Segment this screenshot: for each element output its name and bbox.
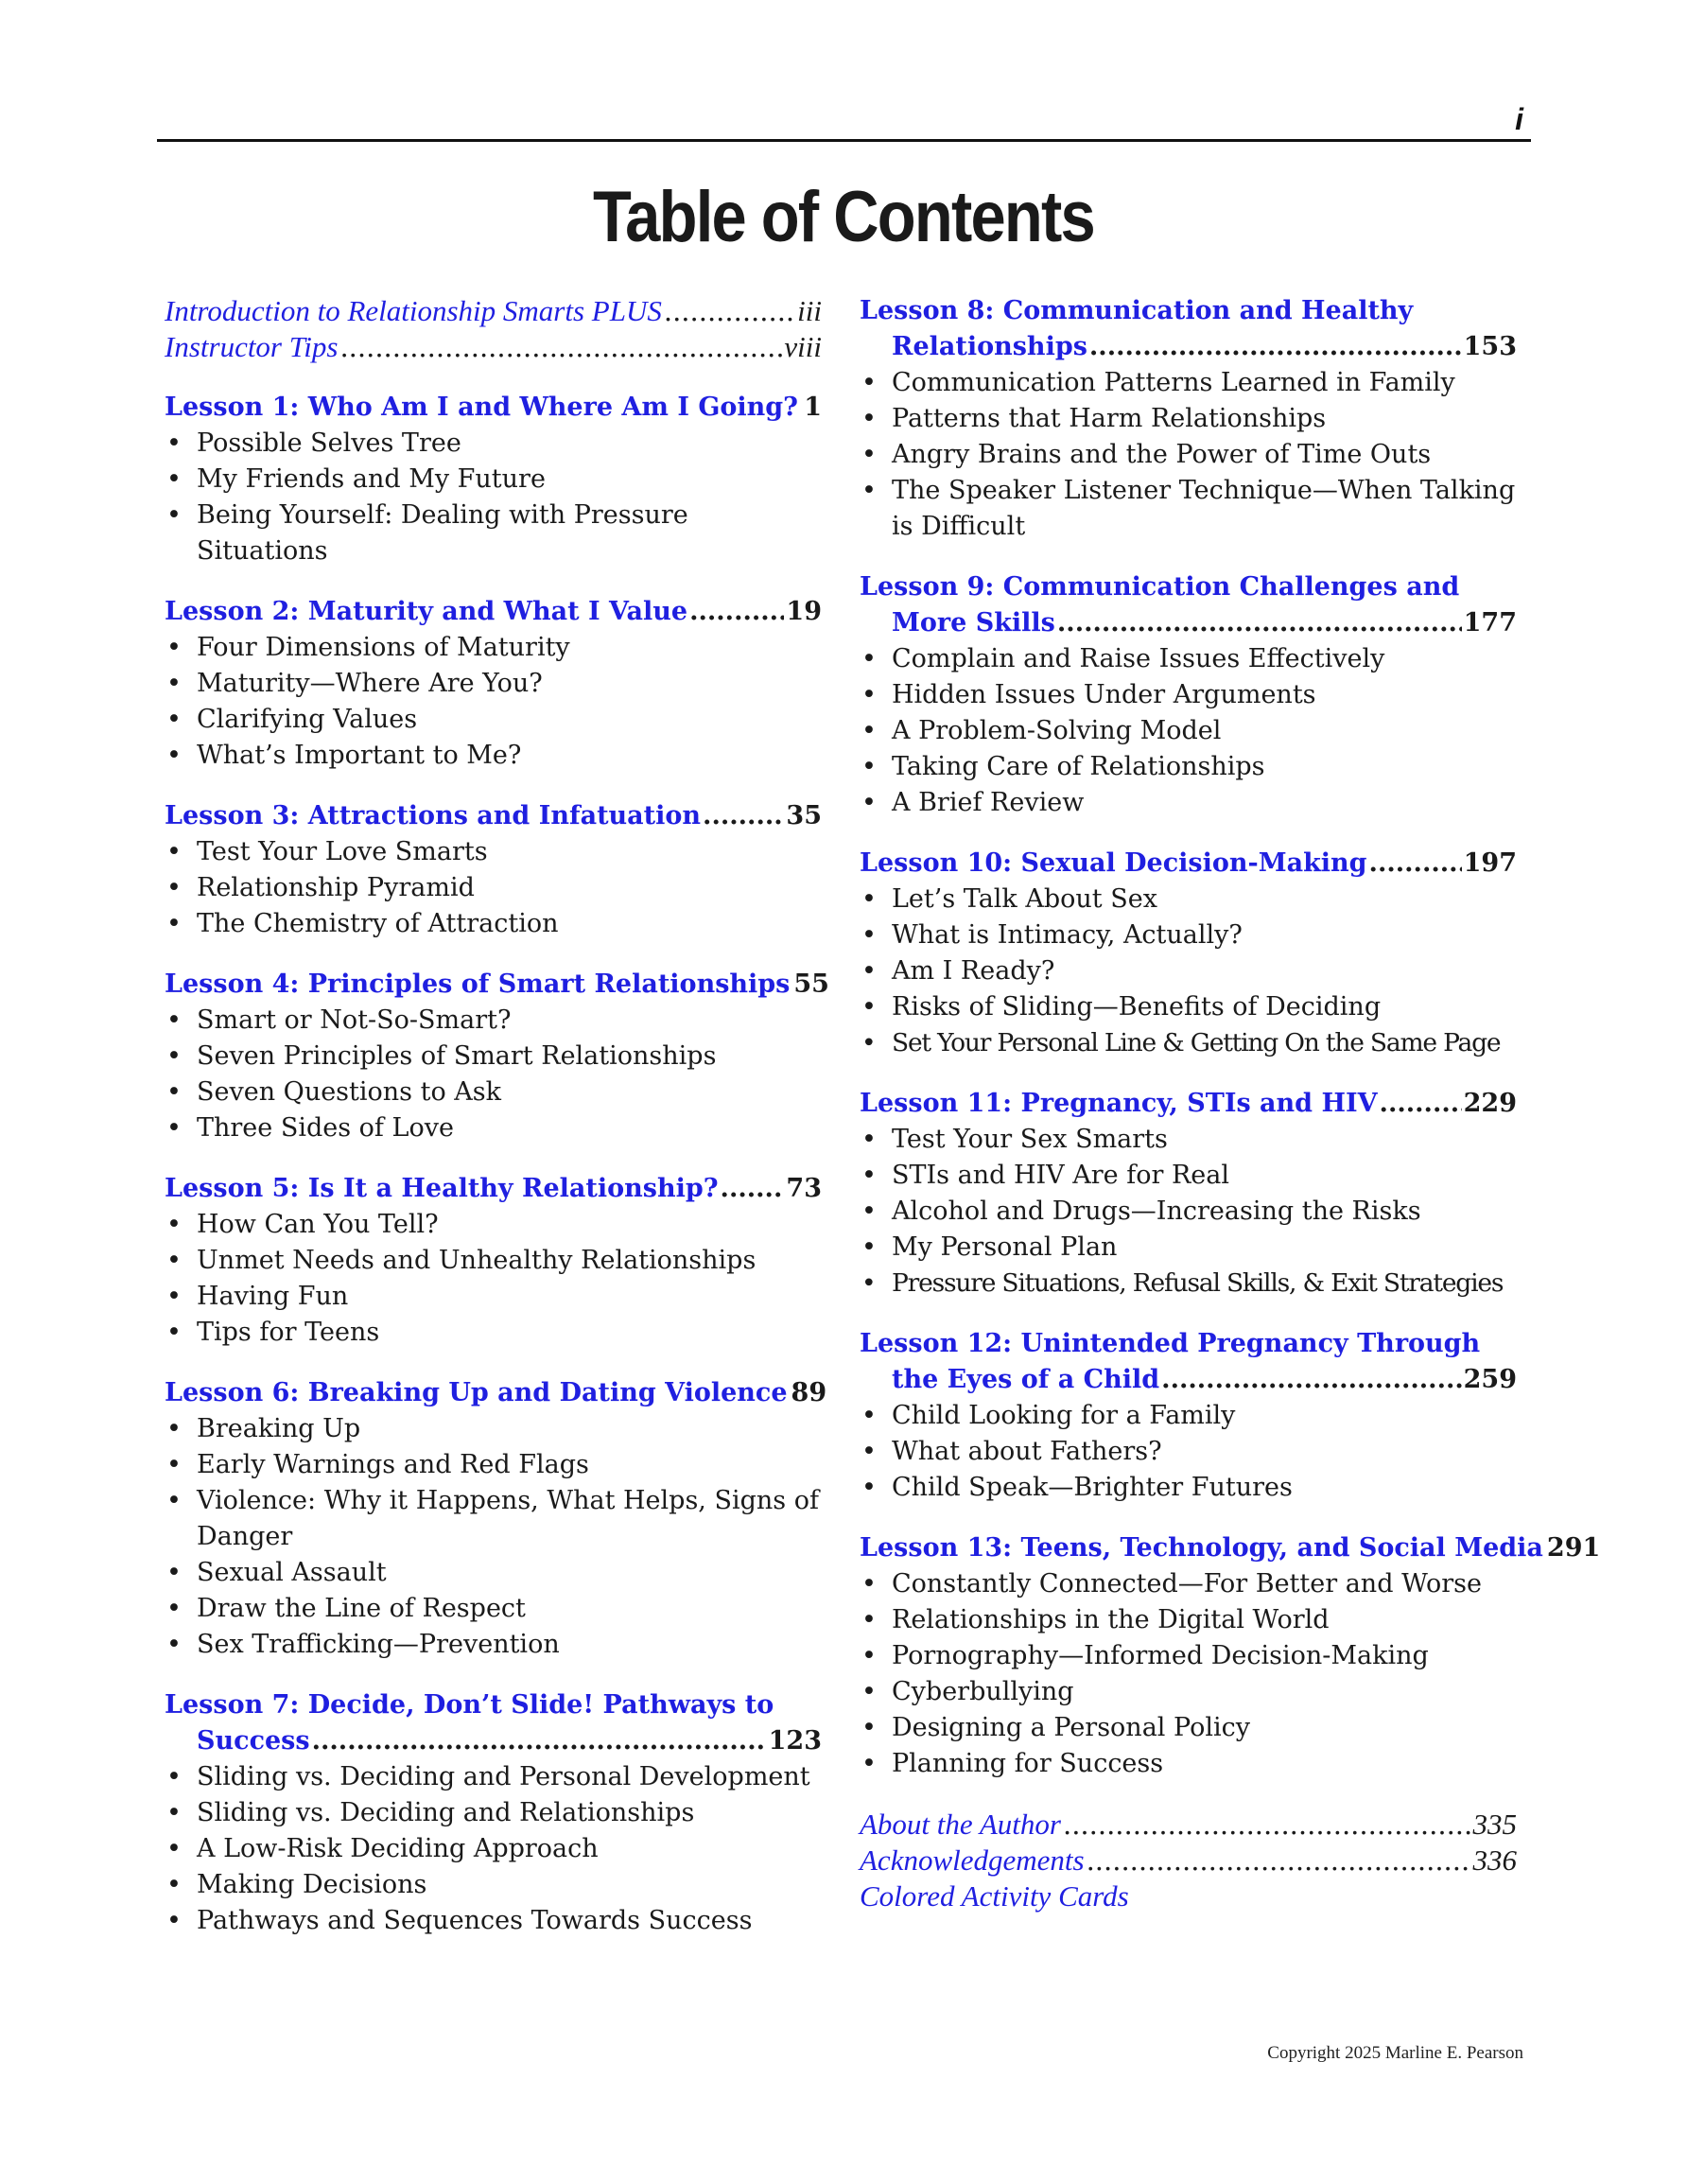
topic-item: • A Problem-Solving Model xyxy=(860,713,1517,749)
toc-entry-label[interactable]: Instructor Tips xyxy=(165,330,339,363)
topic-item: • Set Your Personal Line & Getting On the Same Page xyxy=(860,1025,1517,1061)
topic-item: • Early Warnings and Red Flags xyxy=(165,1447,822,1483)
leader-dots xyxy=(689,594,784,630)
lesson-topics xyxy=(165,1411,822,1663)
topic-item: • Constantly Connected—For Better and Worse xyxy=(860,1566,1517,1602)
topic-item: • Sliding vs. Deciding and Relationships xyxy=(165,1795,822,1831)
topic-item: • Test Your Sex Smarts xyxy=(860,1122,1517,1158)
topic-item: • Sliding vs. Deciding and Personal Development xyxy=(165,1759,822,1795)
lesson-topics xyxy=(860,1398,1517,1506)
toc-entry-page: iii xyxy=(797,294,822,327)
lesson-3 xyxy=(165,798,822,942)
lesson-topics xyxy=(165,426,822,569)
topic-item: • Pressure Situations, Refusal Skills, & Exit Strategies xyxy=(860,1266,1517,1302)
lesson-6 xyxy=(165,1375,827,1663)
topic-item: • Relationships in the Digital World xyxy=(860,1602,1517,1638)
lesson-title-line1[interactable]: Lesson 12: Unintended Pregnancy Through xyxy=(860,1329,1481,1358)
lesson-13 xyxy=(860,1530,1601,1782)
topic-item: • Let’s Talk About Sex xyxy=(860,882,1517,917)
topic-item: • Cyberbullying xyxy=(860,1674,1517,1710)
topic-item: • Being Yourself: Dealing with Pressure Situations xyxy=(165,498,822,569)
topic-item: • Maturity—Where Are You? xyxy=(165,666,822,702)
lesson-topics xyxy=(860,882,1517,1061)
topic-item: • Designing a Personal Policy xyxy=(860,1710,1517,1746)
lesson-9 xyxy=(860,569,1517,821)
topic-item: • Planning for Success xyxy=(860,1746,1517,1782)
lesson-heading[interactable] xyxy=(165,594,822,630)
topic-item: • Clarifying Values xyxy=(165,702,822,738)
leader-dots xyxy=(664,293,795,329)
toc-entry-about-author[interactable] xyxy=(860,1807,1517,1843)
lesson-heading[interactable] xyxy=(165,798,822,834)
lesson-title[interactable]: Lesson 5: Is It a Healthy Relationship? xyxy=(165,1174,719,1203)
topic-item: • Pornography—Informed Decision-Making xyxy=(860,1638,1517,1674)
toc-left-column xyxy=(165,293,829,1939)
topic-item: • Unmet Needs and Unhealthy Relationships xyxy=(165,1243,822,1279)
lesson-page: 153 xyxy=(1463,332,1517,361)
header-rule xyxy=(157,139,1531,142)
topic-item: • Three Sides of Love xyxy=(165,1110,822,1146)
topic-item: • A Brief Review xyxy=(860,785,1517,821)
topic-item: • Breaking Up xyxy=(165,1411,822,1447)
lesson-title[interactable]: Lesson 2: Maturity and What I Value xyxy=(165,597,688,626)
toc-entry-instructor-tips[interactable] xyxy=(165,329,822,365)
topic-item: • STIs and HIV Are for Real xyxy=(860,1158,1517,1194)
lesson-heading[interactable] xyxy=(165,1723,822,1759)
lesson-2 xyxy=(165,594,822,774)
toc-entry-acknowledgements[interactable] xyxy=(860,1843,1517,1878)
lesson-topics xyxy=(165,1003,822,1146)
topic-item: • Complain and Raise Issues Effectively xyxy=(860,641,1517,677)
lesson-8 xyxy=(860,293,1517,545)
topic-item: • Child Speak—Brighter Futures xyxy=(860,1470,1517,1506)
lesson-7 xyxy=(165,1687,822,1939)
lesson-title[interactable]: Lesson 11: Pregnancy, STIs and HIV xyxy=(860,1089,1378,1118)
lesson-topics xyxy=(860,641,1517,821)
lesson-topics xyxy=(860,1122,1517,1302)
toc-entry-label[interactable]: Colored Activity Cards xyxy=(860,1879,1129,1913)
lesson-title-line2[interactable]: More Skills xyxy=(892,608,1055,638)
lesson-4 xyxy=(165,967,829,1146)
copyright-notice: Copyright 2025 Marline E. Pearson xyxy=(1267,2043,1523,2063)
lesson-11 xyxy=(860,1086,1517,1302)
lesson-heading[interactable] xyxy=(165,967,829,1003)
lesson-heading[interactable] xyxy=(860,1362,1517,1398)
lesson-title[interactable]: Lesson 10: Sexual Decision-Making xyxy=(860,848,1367,878)
lesson-page: 19 xyxy=(786,597,822,626)
toc-entry-label[interactable]: Introduction to Relationship Smarts PLUS xyxy=(165,294,662,327)
lesson-heading[interactable] xyxy=(860,605,1517,641)
leader-dots xyxy=(1057,605,1462,641)
topic-item: • Alcohol and Drugs—Increasing the Risks xyxy=(860,1194,1517,1230)
lesson-heading[interactable] xyxy=(860,1530,1601,1566)
lesson-title[interactable]: Lesson 3: Attractions and Infatuation xyxy=(165,801,702,830)
lesson-heading[interactable] xyxy=(165,1375,827,1411)
lesson-title[interactable]: Lesson 13: Teens, Technology, and Social Media xyxy=(860,1533,1543,1563)
topic-item: • Sexual Assault xyxy=(165,1555,822,1591)
lesson-title-line2[interactable]: Success xyxy=(197,1726,310,1756)
lesson-topics xyxy=(165,630,822,774)
leader-dots xyxy=(1089,329,1462,365)
back-matter xyxy=(860,1807,1517,1914)
topic-item: • What is Intimacy, Actually? xyxy=(860,917,1517,953)
lesson-title-line2[interactable]: the Eyes of a Child xyxy=(892,1365,1160,1394)
topic-item: • The Chemistry of Attraction xyxy=(165,906,822,942)
toc-entry-page: 336 xyxy=(1472,1843,1517,1877)
leader-dots xyxy=(703,798,784,834)
toc-right-column xyxy=(860,293,1601,1914)
topic-item: • Taking Care of Relationships xyxy=(860,749,1517,785)
topic-item: • Relationship Pyramid xyxy=(165,870,822,906)
topic-item: • What about Fathers? xyxy=(860,1434,1517,1470)
lesson-page: 197 xyxy=(1463,848,1517,878)
lesson-heading[interactable] xyxy=(860,329,1517,365)
lesson-title-line1[interactable]: Lesson 9: Communication Challenges and xyxy=(860,572,1460,602)
lesson-title[interactable]: Lesson 1: Who Am I and Where Am I Going? xyxy=(165,393,799,422)
topic-item: • Smart or Not-So-Smart? xyxy=(165,1003,822,1039)
leader-dots xyxy=(721,1171,785,1207)
lesson-page: 177 xyxy=(1463,608,1517,638)
lesson-page: 55 xyxy=(793,970,829,999)
lesson-5 xyxy=(165,1171,822,1351)
lesson-page: 123 xyxy=(768,1726,822,1756)
topic-item: • What’s Important to Me? xyxy=(165,738,822,774)
leader-dots xyxy=(800,390,802,426)
topic-item: • A Low-Risk Deciding Approach xyxy=(165,1831,822,1867)
topic-item: • My Personal Plan xyxy=(860,1230,1517,1266)
topic-item: • Test Your Love Smarts xyxy=(165,834,822,870)
lesson-title[interactable]: Lesson 4: Principles of Smart Relationships xyxy=(165,970,791,999)
topic-item: • Draw the Line of Respect xyxy=(165,1591,822,1627)
lesson-10 xyxy=(860,846,1517,1061)
lesson-heading[interactable] xyxy=(860,1086,1517,1122)
lesson-page: 229 xyxy=(1463,1089,1517,1118)
toc-entry-activity-cards[interactable] xyxy=(860,1878,1517,1914)
leader-dots xyxy=(339,329,782,365)
leader-dots xyxy=(1161,1362,1461,1398)
lesson-topics xyxy=(860,365,1517,545)
lesson-page: 89 xyxy=(791,1378,827,1407)
topic-item: • Having Fun xyxy=(165,1279,822,1315)
topic-item: • My Friends and My Future xyxy=(165,462,822,498)
topic-item: • How Can You Tell? xyxy=(165,1207,822,1243)
toc-entry-introduction[interactable] xyxy=(165,293,822,329)
topic-item: • Patterns that Harm Relationships xyxy=(860,401,1517,437)
leader-dots xyxy=(1063,1807,1471,1843)
page-title: Table of Contents xyxy=(593,177,1094,257)
lesson-title-line1[interactable]: Lesson 8: Communication and Healthy xyxy=(860,296,1414,325)
lesson-topics xyxy=(165,1759,822,1939)
topic-item: • Possible Selves Tree xyxy=(165,426,822,462)
leader-dots xyxy=(312,1723,767,1759)
lesson-12 xyxy=(860,1326,1517,1506)
topic-item: • Communication Patterns Learned in Family xyxy=(860,365,1517,401)
toc-entry-page: viii xyxy=(784,330,822,363)
lesson-title[interactable]: Lesson 6: Breaking Up and Dating Violence xyxy=(165,1378,788,1407)
lesson-page: 1 xyxy=(804,393,822,422)
leader-dots xyxy=(1380,1086,1462,1122)
lesson-heading[interactable] xyxy=(860,846,1517,882)
topic-item: • Violence: Why it Happens, What Helps, Signs of Danger xyxy=(165,1483,822,1555)
topic-item: • Pathways and Sequences Towards Success xyxy=(165,1903,822,1939)
toc-entry-label[interactable]: About the Author xyxy=(860,1808,1061,1841)
topic-item: • Risks of Sliding—Benefits of Deciding xyxy=(860,989,1517,1025)
topic-item: • The Speaker Listener Technique—When Talking is Difficult xyxy=(860,473,1517,545)
toc-entry-label[interactable]: Acknowledgements xyxy=(860,1843,1085,1877)
lesson-heading[interactable] xyxy=(165,1171,822,1207)
lesson-page: 291 xyxy=(1546,1533,1601,1563)
lesson-page: 35 xyxy=(786,801,822,830)
lesson-title-line1[interactable]: Lesson 7: Decide, Don’t Slide! Pathways to xyxy=(165,1690,774,1720)
topic-item: • Angry Brains and the Power of Time Outs xyxy=(860,437,1517,473)
lesson-topics xyxy=(165,834,822,942)
lesson-heading[interactable] xyxy=(165,390,822,426)
topic-item: • Sex Trafficking—Prevention xyxy=(165,1627,822,1663)
lesson-topics xyxy=(165,1207,822,1351)
topic-item: • Am I Ready? xyxy=(860,953,1517,989)
lesson-topics xyxy=(860,1566,1517,1782)
lesson-page: 259 xyxy=(1463,1365,1517,1394)
toc-entry-page: 335 xyxy=(1472,1808,1517,1841)
page-number: i xyxy=(1515,102,1523,136)
topic-item: • Seven Questions to Ask xyxy=(165,1075,822,1110)
topic-item: • Making Decisions xyxy=(165,1867,822,1903)
leader-dots xyxy=(1369,846,1462,882)
lesson-page: 73 xyxy=(786,1174,822,1203)
lesson-title-line2[interactable]: Relationships xyxy=(892,332,1087,361)
topic-item: • Child Looking for a Family xyxy=(860,1398,1517,1434)
topic-item: • Hidden Issues Under Arguments xyxy=(860,677,1517,713)
leader-dots xyxy=(1087,1843,1471,1878)
topic-item: • Tips for Teens xyxy=(165,1315,822,1351)
topic-item: • Seven Principles of Smart Relationships xyxy=(165,1039,822,1075)
topic-item: • Four Dimensions of Maturity xyxy=(165,630,822,666)
lesson-1 xyxy=(165,390,822,569)
